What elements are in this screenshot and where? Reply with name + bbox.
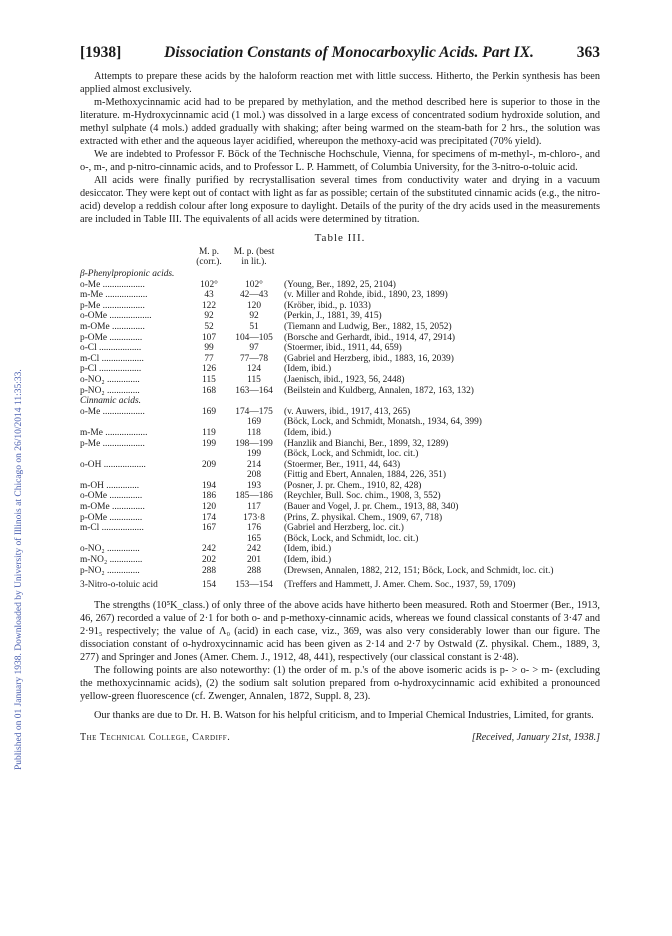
cell-reference: (Perkin, J., 1881, 39, 415)	[284, 311, 382, 322]
cell-acid: m-Me ..................	[80, 290, 148, 301]
table-row	[80, 449, 600, 460]
discussion-section	[80, 599, 600, 722]
header-mp: M. p. (corr.).	[196, 247, 222, 267]
cell-lit: 214	[246, 459, 262, 470]
cell-lit: 97	[249, 343, 259, 354]
paragraph: All acids were finally purified by recrystallisation several times from conductivity water and drying in a vacuum desiccator. They were kept out of contact with light as far as possible; certain of the substituted cinnamic acids (e.g., the nitro-acid) develop a reddish colour after long exposure to daylight. Details of the purity of the dry acids used in the measurements are included in Table III. The equivalents of all acids were determined by titration.	[80, 175, 600, 225]
table-row	[80, 364, 600, 375]
cell-acid: o-NO₂ ..............	[80, 374, 140, 385]
cell-acid	[80, 470, 190, 481]
cell-lit: 173·8	[243, 512, 265, 523]
cell-reference: (Bauer and Vogel, J. pr. Chem., 1913, 88, 340)	[284, 502, 459, 513]
running-header	[80, 44, 600, 62]
cell-lit: 165	[246, 533, 262, 544]
cell-reference: (Jaenisch, ibid., 1923, 56, 2448)	[284, 374, 405, 385]
table-title: Table III.	[314, 232, 366, 244]
cell-mp: 122	[201, 300, 217, 311]
cell-mp: 242	[201, 544, 217, 555]
cell-mp: 154	[201, 580, 217, 591]
table-row	[80, 470, 600, 481]
table-row	[80, 386, 600, 397]
cell-lit: 169	[246, 417, 262, 428]
table-row	[80, 481, 600, 492]
cell-mp: 288	[201, 565, 217, 576]
cell-acid: m-OH ..............	[80, 480, 140, 491]
cell-mp: 202	[201, 555, 217, 566]
cell-reference: (Böck, Lock, and Schmidt, loc. cit.)	[284, 449, 419, 460]
cell-lit: 92	[249, 311, 259, 322]
cell-acid: m-Me ..................	[80, 427, 148, 438]
cell-acid	[80, 417, 190, 428]
cell-acid: m-Cl ..................	[80, 523, 144, 534]
cell-reference: (Böck, Lock, and Schmidt, loc. cit.)	[284, 533, 419, 544]
table-row	[80, 580, 600, 591]
cell-reference: (Gabriel and Herzberg, loc. cit.)	[284, 523, 404, 534]
table-row	[80, 280, 600, 291]
cell-acid	[80, 449, 190, 460]
paper-footer	[80, 732, 600, 743]
table-row	[80, 417, 600, 428]
header-lit: M. p. (best in lit.).	[233, 247, 275, 267]
table-row	[80, 502, 600, 513]
table-row	[80, 343, 600, 354]
cell-reference: (Idem, ibid.)	[284, 427, 332, 438]
table-row	[80, 311, 600, 322]
cell-mp: 120	[201, 502, 217, 513]
table-row	[80, 491, 600, 502]
paragraph: Attempts to prepare these acids by the haloform reaction met with little success. Hitherto, the Perkin synthesis has been applied almost exclusively.	[80, 71, 600, 95]
cell-lit: 208	[246, 470, 262, 481]
cell-lit: 124	[246, 364, 262, 375]
table-row	[80, 534, 600, 545]
cell-acid: 3-Nitro-o-toluic acid	[80, 580, 158, 591]
cell-lit: 77—78	[239, 353, 269, 364]
header-year: [1938]	[80, 44, 122, 61]
cell-mp	[190, 534, 228, 545]
table-row	[80, 523, 600, 534]
cell-acid: p-Me ..................	[80, 300, 145, 311]
cell-mp: 174	[201, 512, 217, 523]
table-row	[80, 428, 600, 439]
cell-lit: 120	[246, 300, 262, 311]
cell-lit: 242	[246, 544, 262, 555]
cell-mp: 186	[201, 491, 217, 502]
cell-mp: 168	[201, 385, 217, 396]
table-row	[80, 333, 600, 344]
cell-reference: (Idem, ibid.)	[284, 555, 332, 566]
paragraph: Our thanks are due to Dr. H. B. Watson for his helpful criticism, and to Imperial Chemical Industries, Limited, for grants.	[94, 709, 594, 721]
table-row	[80, 460, 600, 471]
cell-reference: (Beilstein and Kuldberg, Annalen, 1872, 163, 132)	[284, 385, 474, 396]
table-row	[80, 439, 600, 450]
cell-mp: 99	[204, 343, 214, 354]
cell-lit: 153—154	[235, 580, 273, 591]
cell-acid: o-OMe ..................	[80, 311, 152, 322]
cell-mp	[190, 449, 228, 460]
cell-lit: 288	[246, 565, 262, 576]
cell-reference: (Treffers and Hammett, J. Amer. Chem. Soc., 1937, 59, 1709)	[284, 580, 516, 591]
section-label: β-Phenylpropionic acids.	[80, 269, 175, 279]
cell-mp: 107	[201, 332, 217, 343]
table-row	[80, 301, 600, 312]
cell-reference: (Fittig and Ebert, Annalen, 1884, 226, 351)	[284, 470, 446, 481]
cell-lit: 102°	[245, 279, 263, 290]
paragraph: The following points are also noteworthy: (1) the order of m. p.'s of the above isomeric acids is p- > o- > m- (excluding the methoxycinnamic acids), (2) the sodium salt solution prepared from o-hydroxycinnamic acid exhibited a pronounced yellow-green fluorescence (cf. Zwenger, Annalen, 1872, Suppl. 8, 23).	[80, 664, 600, 702]
cell-acid: m-OMe ..............	[80, 502, 145, 513]
table-row	[80, 290, 600, 301]
table-row	[80, 544, 600, 555]
cell-lit: 198—199	[235, 438, 273, 449]
cell-reference: (Gabriel and Herzberg, ibid., 1883, 16, 2039)	[284, 353, 454, 364]
cell-reference: (Idem, ibid.)	[284, 364, 332, 375]
cell-acid: o-OH ..................	[80, 459, 146, 470]
cell-reference: (Stoermer, Ber., 1911, 44, 643)	[284, 459, 401, 470]
cell-mp: 209	[201, 459, 217, 470]
cell-lit: 163—164	[235, 385, 273, 396]
cell-lit: 199	[246, 449, 262, 460]
header-title: Dissociation Constants of Monocarboxylic Acids. Part IX.	[164, 44, 534, 61]
cell-acid: o-Me ..................	[80, 279, 145, 290]
cell-reference: (Borsche and Gerhardt, ibid., 1914, 47, 2914)	[284, 332, 456, 343]
melting-point-table	[80, 246, 600, 591]
cell-reference: (Böck, Lock, and Schmidt, Monatsh., 1934, 64, 399)	[284, 417, 482, 428]
table-section-row	[80, 269, 600, 280]
cell-acid: p-OMe ..............	[80, 512, 143, 523]
watermark-text: Published on 01 January 1938. Downloaded by University of Illinois at Chicago on 26/10/2014 11:35:33.	[14, 369, 24, 770]
cell-mp: 92	[204, 311, 214, 322]
institution: The Technical College, Cardiff.	[80, 731, 231, 743]
header-acid	[80, 246, 190, 269]
cell-mp	[190, 470, 228, 481]
cell-lit: 201	[246, 555, 262, 566]
cell-acid: o-OMe ..............	[80, 491, 143, 502]
intro-section	[80, 70, 600, 226]
table-row	[80, 375, 600, 386]
page-number: 363	[576, 44, 600, 61]
cell-lit: 42—43	[239, 290, 269, 301]
cell-mp: 167	[201, 523, 217, 534]
cell-reference: (Reychler, Bull. Soc. chim., 1908, 3, 552)	[284, 491, 441, 502]
cell-lit: 176	[246, 523, 262, 534]
cell-acid: o-Me ..................	[80, 406, 145, 417]
cell-reference: (Idem, ibid.)	[284, 544, 332, 555]
cell-lit: 118	[247, 427, 261, 438]
table-row	[80, 555, 600, 566]
paragraph: m-Methoxycinnamic acid had to be prepared by methylation, and the method described here is superior to those in the literature. m-Hydroxycinnamic acid (1 mol.) was dissolved in a large excess of concentrated sodium hydroxide solution, and methyl sulphate (4 mols.) added gradually with shaking; after being warmed on the steam-bath for 2 hrs., the solution was extracted with ether and the aqueous layer acidified, whereupon the methoxy-acid was precipitated (70% yield).	[80, 97, 600, 147]
cell-reference: (v. Auwers, ibid., 1917, 413, 265)	[284, 406, 411, 417]
cell-acid: p-Me ..................	[80, 438, 145, 449]
paragraph: The strengths (10⁵K_class.) of only three of the above acids have hitherto been measured. Roth and Stoermer (Ber., 1913, 46, 267) recorded a value of 2·1 for both o- and p-methoxy-cinnamic acids, whereas we found classical constants of 3·47 and 2·91₅ respectively; the value of Λ₀ (acid) in each case, viz., 369, was also very considerably lower than our figure. The dissociation constant of o-hydroxycinnamic acid has been given as 2·14 and 2·7 by Ostwald (Z. physikal. Chem., 1889, 3, 277) and Springer and Jones (Amer. Chem. J., 1912, 48, 441), respectively (our classical constant is 2·48).	[80, 599, 600, 663]
paragraph: We are indebted to Professor F. Böck of the Technische Hochschule, Vienna, for specimens of m-methyl-, m-chloro-, and o-, m-, and p-nitro-cinnamic acids, and to Professor L. P. Hammett, of Columbia University, for the 3-nitro-o-toluic acid.	[80, 149, 600, 173]
cell-acid: p-OMe ..............	[80, 332, 143, 343]
cell-reference: (Stoermer, ibid., 1911, 44, 659)	[284, 343, 402, 354]
table-row	[80, 566, 600, 577]
table-header-row	[80, 246, 600, 269]
cell-mp: 119	[202, 427, 216, 438]
header-ref	[280, 246, 600, 269]
cell-acid: m-Cl ..................	[80, 353, 144, 364]
cell-lit: 115	[247, 374, 261, 385]
cell-reference: (Hanzlik and Bianchi, Ber., 1899, 32, 1289)	[284, 438, 449, 449]
cell-mp: 77	[204, 353, 214, 364]
cell-mp: 126	[201, 364, 217, 375]
cell-acid: o-Cl ..................	[80, 343, 142, 354]
cell-acid	[80, 534, 190, 545]
cell-reference: (Drewsen, Annalen, 1882, 212, 151; Böck, Lock, and Schmidt, loc. cit.)	[284, 565, 554, 576]
cell-reference: (v. Miller and Rohde, ibid., 1890, 23, 1899)	[284, 290, 448, 301]
cell-mp: 102°	[200, 279, 218, 290]
table-body	[80, 269, 600, 591]
cell-mp	[190, 417, 228, 428]
cell-acid: p-NO₂ ..............	[80, 565, 140, 576]
cell-lit: 117	[247, 502, 261, 513]
cell-mp: 199	[201, 438, 217, 449]
cell-lit: 185—186	[235, 491, 273, 502]
table-section-row	[80, 396, 600, 407]
cell-mp: 115	[202, 374, 216, 385]
section-label: Cinnamic acids.	[80, 396, 141, 407]
cell-mp: 43	[204, 290, 214, 301]
cell-acid: o-NO₂ ..............	[80, 544, 140, 555]
cell-acid: m-OMe ..............	[80, 321, 145, 332]
cell-lit: 104—105	[235, 332, 273, 343]
cell-lit: 193	[246, 480, 262, 491]
cell-acid: p-Cl ..................	[80, 364, 142, 375]
cell-reference: (Kröber, ibid., p. 1033)	[284, 300, 371, 311]
paper-page	[80, 44, 600, 743]
cell-reference: (Young, Ber., 1892, 25, 2104)	[284, 279, 396, 290]
cell-mp: 169	[201, 406, 217, 417]
cell-mp: 52	[204, 321, 214, 332]
table-row	[80, 513, 600, 524]
download-watermark	[0, 130, 22, 770]
cell-mp: 194	[201, 480, 217, 491]
cell-acid: m-NO₂ ..............	[80, 555, 143, 566]
cell-reference: (Tiemann and Ludwig, Ber., 1882, 15, 2052)	[284, 321, 452, 332]
cell-lit: 174—175	[235, 406, 273, 417]
cell-reference: (Prins, Z. physikal. Chem., 1909, 67, 718)	[284, 512, 443, 523]
received-date: [Received, January 21st, 1938.]	[471, 731, 600, 743]
table-row	[80, 354, 600, 365]
cell-reference: (Posner, J. pr. Chem., 1910, 82, 428)	[284, 480, 422, 491]
cell-lit: 51	[249, 321, 259, 332]
table-row	[80, 407, 600, 418]
cell-acid: p-NO₂ ..............	[80, 385, 140, 396]
table-row	[80, 322, 600, 333]
